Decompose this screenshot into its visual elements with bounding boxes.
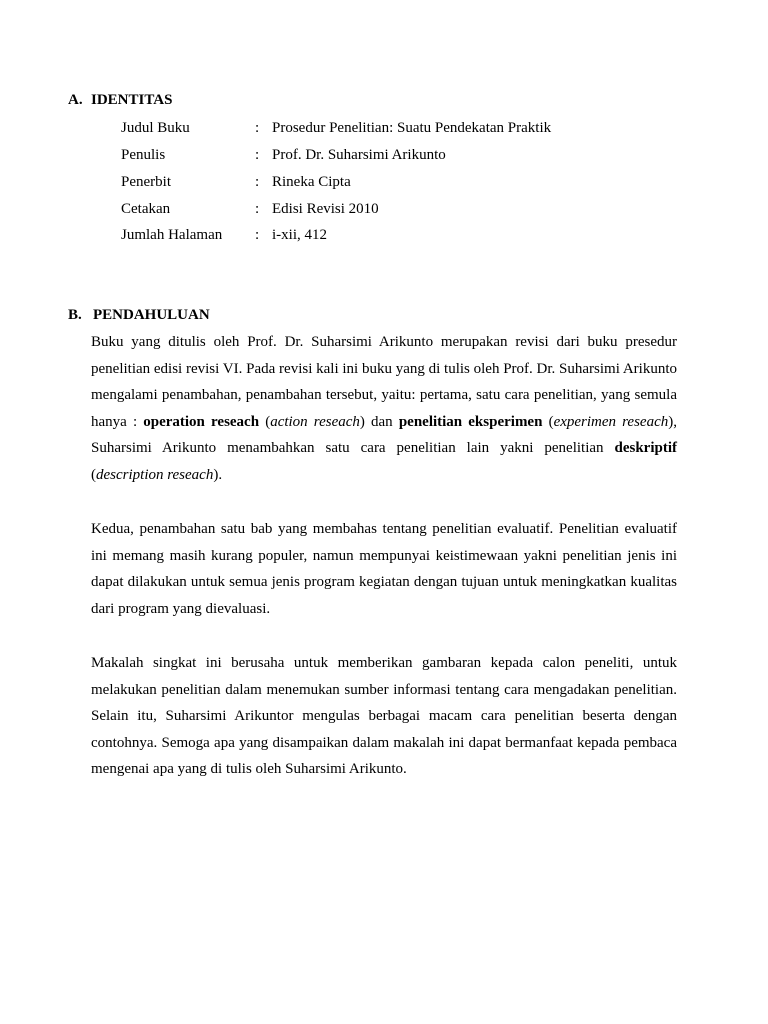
italic-term: experimen reseach xyxy=(553,413,669,430)
identity-label: Penerbit xyxy=(121,174,171,190)
section-b-title: PENDAHULUAN xyxy=(93,307,210,323)
section-a-heading xyxy=(68,92,172,109)
paragraph-text: ( xyxy=(542,413,554,430)
identity-label: Jumlah Halaman xyxy=(121,227,223,243)
identity-value: Prosedur Penelitian: Suatu Pendekatan Praktik xyxy=(272,120,552,136)
identity-colon: : xyxy=(255,147,260,163)
identity-colon: : xyxy=(255,120,260,136)
paragraph-text: Buku yang ditulis oleh Prof. Dr. Suharsimi Arikunto merupakan revisi dari buku presedur penelitian edisi revisi VI. Pada revisi kali ini buku yang di tulis oleh Prof. Dr. Suharsimi Arikunto mengalami penambahan, penambahan tersebut, yaitu: pertama, satu cara penelitian, yang semula hanya : xyxy=(91,334,677,430)
identity-colon: : xyxy=(255,201,260,217)
section-a-title: IDENTITAS xyxy=(91,92,173,108)
identity-value: i-xii, 412 xyxy=(272,227,327,243)
paragraph-text: ( xyxy=(91,466,96,483)
paragraph-pendahuluan-3: Makalah singkat ini berusaha untuk memberikan gambaran kepada calon peneliti, untuk melakukan penelitian dalam menemukan sumber informasi tentang cara mengadakan penelitian. Selain itu, Suharsimi Arikuntor mengulas berbagai macam cara penelitian beserta dengan contohnya. Semoga apa yang disampaikan dalam makalah ini dapat bermanfaat kepada pembaca mengenai apa yang di tulis oleh Suharsimi Arikunto. xyxy=(91,655,677,778)
identity-colon: : xyxy=(255,174,260,190)
section-b-heading xyxy=(68,307,210,324)
section-a-letter: A. xyxy=(68,92,83,108)
identity-colon: : xyxy=(255,227,260,243)
paragraph-pendahuluan-2: Kedua, penambahan satu bab yang membahas tentang penelitian evaluatif. Penelitian evaluatif ini memang masih kurang populer, namun mempunyai keistimewaan yakni penelitian jenis ini dapat dilakukan untuk semua jenis program kegiatan dengan tujuan untuk meningkatkan kualitas dari program yang dievaluasi. xyxy=(91,521,677,617)
bold-term: deskriptif xyxy=(614,440,677,457)
paragraph-text: ( xyxy=(259,413,271,430)
identity-value: Edisi Revisi 2010 xyxy=(272,201,379,217)
section-b-letter: B. xyxy=(68,307,82,323)
identity-label: Cetakan xyxy=(121,201,171,217)
paragraph-text: ) dan xyxy=(359,413,399,430)
paragraph-pendahuluan-1 xyxy=(91,329,677,489)
identity-value: Prof. Dr. Suharsimi Arikunto xyxy=(272,147,446,163)
identity-value: Rineka Cipta xyxy=(272,174,351,190)
identity-label: Judul Buku xyxy=(121,120,190,136)
paragraph-text: ). xyxy=(213,466,223,483)
italic-term: action reseach xyxy=(270,413,360,430)
bold-term: operation reseach xyxy=(143,413,260,430)
italic-term: description reseach xyxy=(96,466,214,483)
paragraph-text: ), Suharsimi Arikunto menambahkan satu cara penelitian lain yakni penelitian xyxy=(91,413,677,457)
identity-label: Penulis xyxy=(121,147,166,163)
bold-term: penelitian eksperimen xyxy=(398,413,543,430)
